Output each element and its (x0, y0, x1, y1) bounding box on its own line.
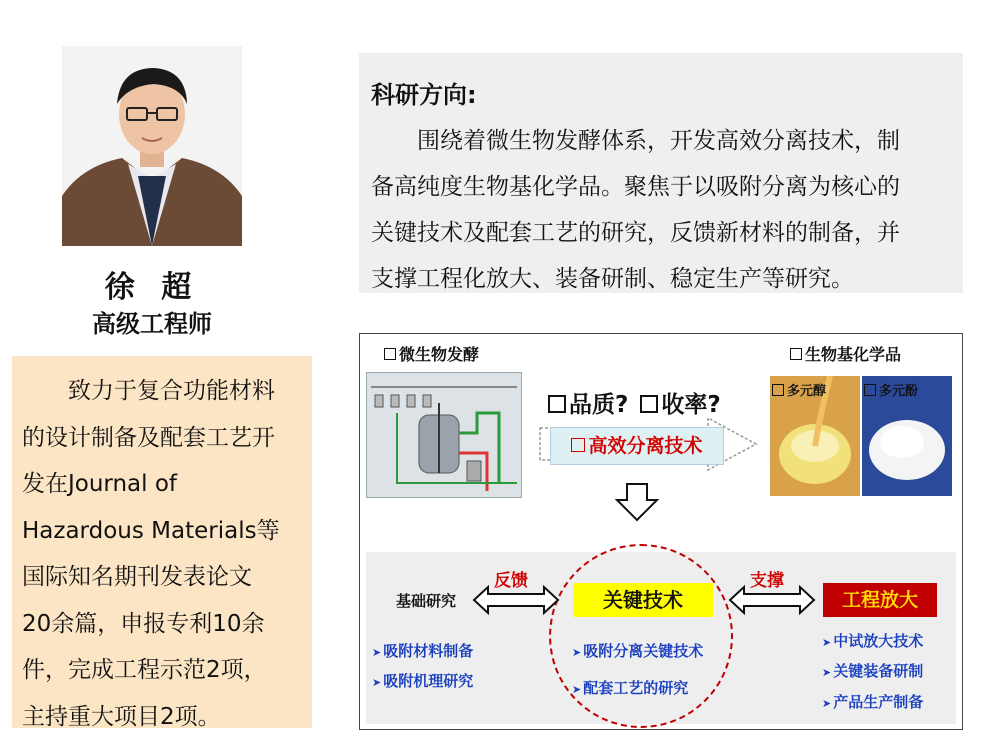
eng-item: ➤ 中试放大技术 (822, 632, 924, 650)
eng-scale-box: 工程放大 (823, 583, 937, 617)
polyol-photo (770, 376, 860, 496)
triangle-icon: ➤ (372, 646, 382, 659)
research-line: 关键技术及配套工艺的研究，反馈新材料的制备，并 (371, 220, 900, 246)
key-tech-box: 关键技术 (573, 583, 713, 617)
person-role: 高级工程师 (92, 310, 212, 338)
polyphenol-photo (862, 376, 952, 496)
bio-line: 的设计制备及配套工艺开 (22, 424, 275, 451)
key-item: ➤ 配套工艺的研究 (572, 679, 689, 697)
key-tech-circle (549, 544, 733, 728)
checkbox-icon (571, 438, 585, 452)
checkbox-icon (640, 395, 658, 413)
fermenter-schematic (366, 372, 522, 498)
bio-line: 件，完成工程示范2项， (22, 657, 267, 683)
key-item: ➤ 吸附分离关键技术 (572, 642, 704, 660)
double-arrow-icon (472, 584, 560, 616)
polyol-tag: 多元醇 (772, 380, 826, 399)
down-arrow-icon (615, 482, 659, 522)
bio-text (22, 368, 304, 740)
bio-line: 20余篇，申报专利10余 (22, 610, 265, 637)
double-arrow-icon (728, 584, 816, 616)
triangle-icon: ➤ (822, 666, 832, 679)
triangle-icon: ➤ (372, 676, 382, 689)
checkbox-icon (772, 384, 784, 396)
checkbox-icon (790, 348, 802, 360)
checkbox-icon (864, 384, 876, 396)
bio-line: 致力于复合功能材料 (68, 378, 275, 404)
triangle-icon: ➤ (572, 646, 582, 659)
research-diagram (359, 333, 963, 730)
triangle-icon: ➤ (822, 636, 832, 649)
support-label: 支撑 (750, 571, 784, 591)
research-panel (359, 53, 963, 293)
polyphenol-tag: 多元酚 (864, 380, 918, 399)
eng-item: ➤ 关键装备研制 (822, 662, 924, 680)
bio-line: 国际知名期刊发表论文 (22, 564, 252, 590)
portrait-photo (62, 46, 242, 246)
research-line: 备高纯度生物基化学品。聚焦于以吸附分离为核心的 (371, 174, 900, 200)
bio-chem-label: 生物基化学品 (790, 342, 901, 365)
basic-research-label: 基础研究 (396, 592, 457, 610)
checkbox-icon (548, 395, 566, 413)
checkbox-icon (384, 348, 396, 360)
bio-panel (12, 356, 312, 728)
basic-item: ➤ 吸附材料制备 (372, 642, 474, 660)
separation-label: 高效分离技术 (550, 427, 724, 465)
feedback-label: 反馈 (494, 571, 528, 591)
eng-item: ➤ 产品生产制备 (822, 693, 924, 711)
research-line: 围绕着微生物发酵体系，开发高效分离技术，制 (417, 128, 900, 154)
quality-question: 品质? 收率? (548, 386, 721, 419)
basic-item: ➤ 吸附机理研究 (372, 672, 474, 690)
research-body (371, 118, 956, 302)
bio-line: Hazardous Materials等 (22, 517, 280, 544)
triangle-icon: ➤ (572, 683, 582, 696)
triangle-icon: ➤ (822, 697, 832, 710)
bio-line: 主持重大项目2项。 (22, 703, 221, 730)
bio-line: 发在Journal of (22, 471, 178, 497)
research-line: 支撑工程化放大、装备研制、稳定生产等研究。 (371, 266, 854, 292)
micro-ferment-label: 微生物发酵 (384, 342, 479, 365)
person-name: 徐 超 (104, 270, 200, 305)
research-heading: 科研方向: (371, 81, 477, 109)
